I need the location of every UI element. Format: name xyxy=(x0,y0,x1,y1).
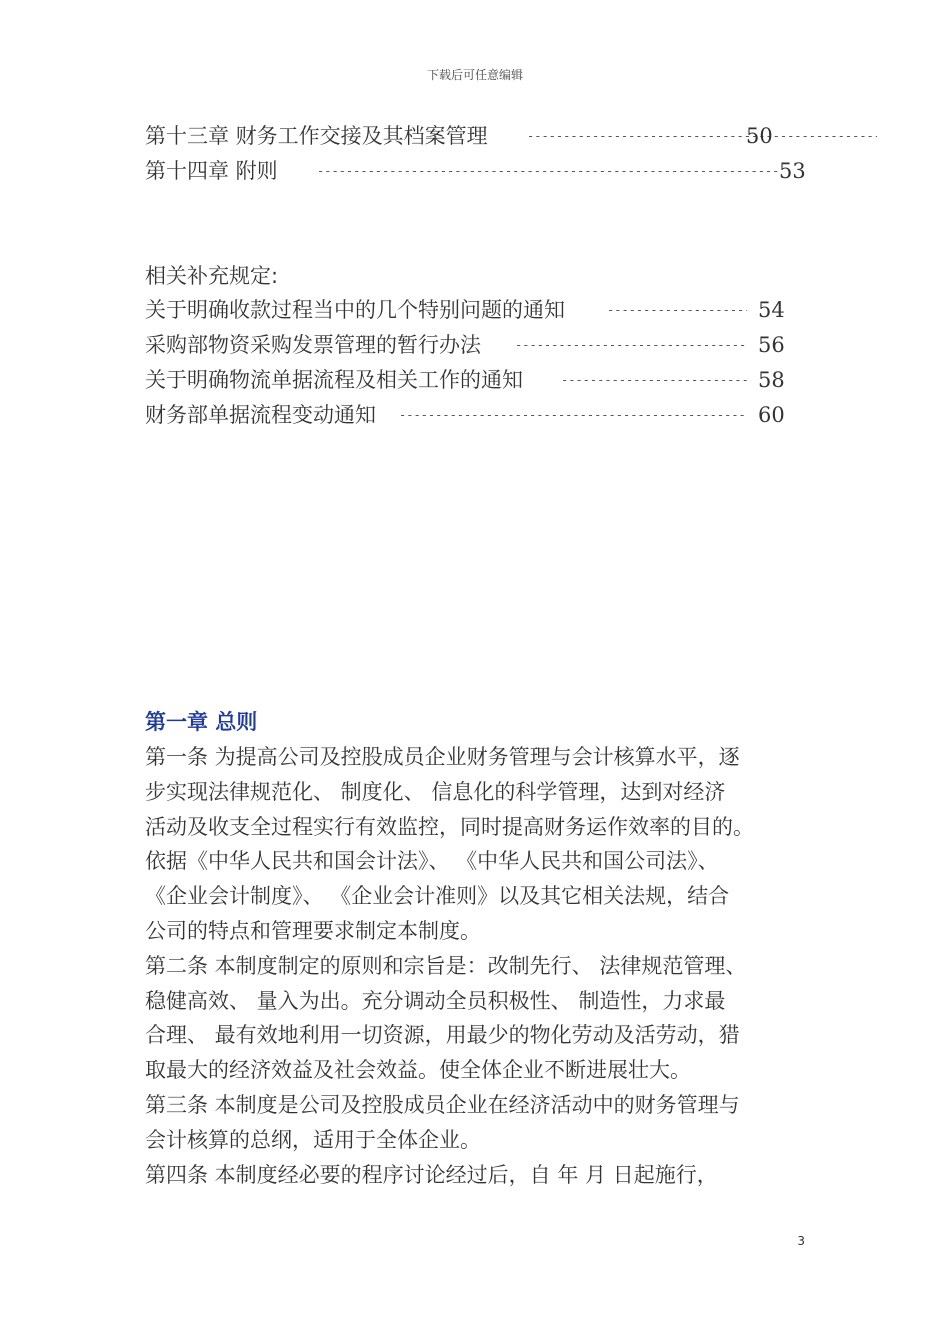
toc-leader xyxy=(561,364,747,396)
chapter-body xyxy=(145,740,805,1192)
body-line: 《企业会计制度》、 《企业会计准则》以及其它相关法规，结合 xyxy=(145,884,730,909)
supplement-entry-page: 60 xyxy=(758,403,785,427)
supplement-entry-title: 财务部单据流程变动通知 xyxy=(145,403,376,427)
body-line: 公司的特点和管理要求制定本制度。 xyxy=(145,918,481,943)
toc-leader xyxy=(399,399,747,431)
body-line: 第一条 为提高公司及控股成员企业财务管理与会计核算水平，逐 xyxy=(145,745,740,769)
supplement-entry-title: 关于明确物流单据流程及相关工作的通知 xyxy=(145,368,523,392)
supplement-entry[interactable] xyxy=(145,399,805,431)
body-line: 第四条 本制度经必要的程序讨论经过后，自 年 月 日起施行， xyxy=(145,1162,718,1187)
body-line: 活动及收支全过程实行有效监控，同时提高财务运作效率的目的。 xyxy=(145,814,754,839)
supplement-entry-title: 关于明确收款过程当中的几个特别问题的通知 xyxy=(145,298,565,322)
supplement-entry[interactable] xyxy=(145,364,805,396)
supplement-entry-page: 54 xyxy=(758,298,785,322)
body-line: 稳健高效、 量入为出。充分调动全员积极性、 制造性，力求最 xyxy=(145,988,726,1013)
toc-entry-title: 第十三章 财务工作交接及其档案管理 xyxy=(145,124,488,148)
toc-entry-title: 第十四章 附则 xyxy=(145,159,278,183)
toc-leader xyxy=(607,294,747,326)
supplement-title: 相关补充规定: xyxy=(145,264,279,288)
toc-leader xyxy=(317,155,779,187)
body-line: 第二条 本制度制定的原则和宗旨是：改制先行、 法律规范管理、 xyxy=(145,953,747,978)
toc-entry[interactable] xyxy=(145,155,805,187)
toc-entry-page: 53 xyxy=(779,159,806,183)
toc-leader xyxy=(527,120,877,152)
body-line: 步实现法律规范化、 制度化、 信息化的科学管理，达到对经济 xyxy=(145,779,726,804)
toc-entry[interactable] xyxy=(145,120,805,152)
supplement-entry-page: 58 xyxy=(758,368,785,392)
page-header: 下载后可任意编辑 xyxy=(426,68,523,82)
body-line: 第三条 本制度是公司及控股成员企业在经济活动中的财务管理与 xyxy=(145,1092,740,1117)
body-line: 合理、 最有效地利用一切资源，用最少的物化劳动及活劳动，猎 xyxy=(145,1023,740,1048)
body-line: 会计核算的总纲，适用于全体企业。 xyxy=(145,1127,481,1152)
supplement-entry[interactable] xyxy=(145,294,805,326)
toc-entry-page: 50 xyxy=(746,124,773,148)
chapter-title: 第一章 总则 xyxy=(145,710,258,734)
supplement-entry[interactable] xyxy=(145,329,805,361)
toc-leader xyxy=(515,329,747,361)
body-line: 取最大的经济效益及社会效益。使全体企业不断进展壮大。 xyxy=(145,1058,691,1083)
page-number: 3 xyxy=(797,1234,805,1248)
supplement-entry-page: 56 xyxy=(758,333,785,357)
body-line: 依据《中华人民共和国会计法》、 《中华人民共和国公司法》、 xyxy=(145,849,719,874)
supplement-entry-title: 采购部物资采购发票管理的暂行办法 xyxy=(145,333,481,357)
